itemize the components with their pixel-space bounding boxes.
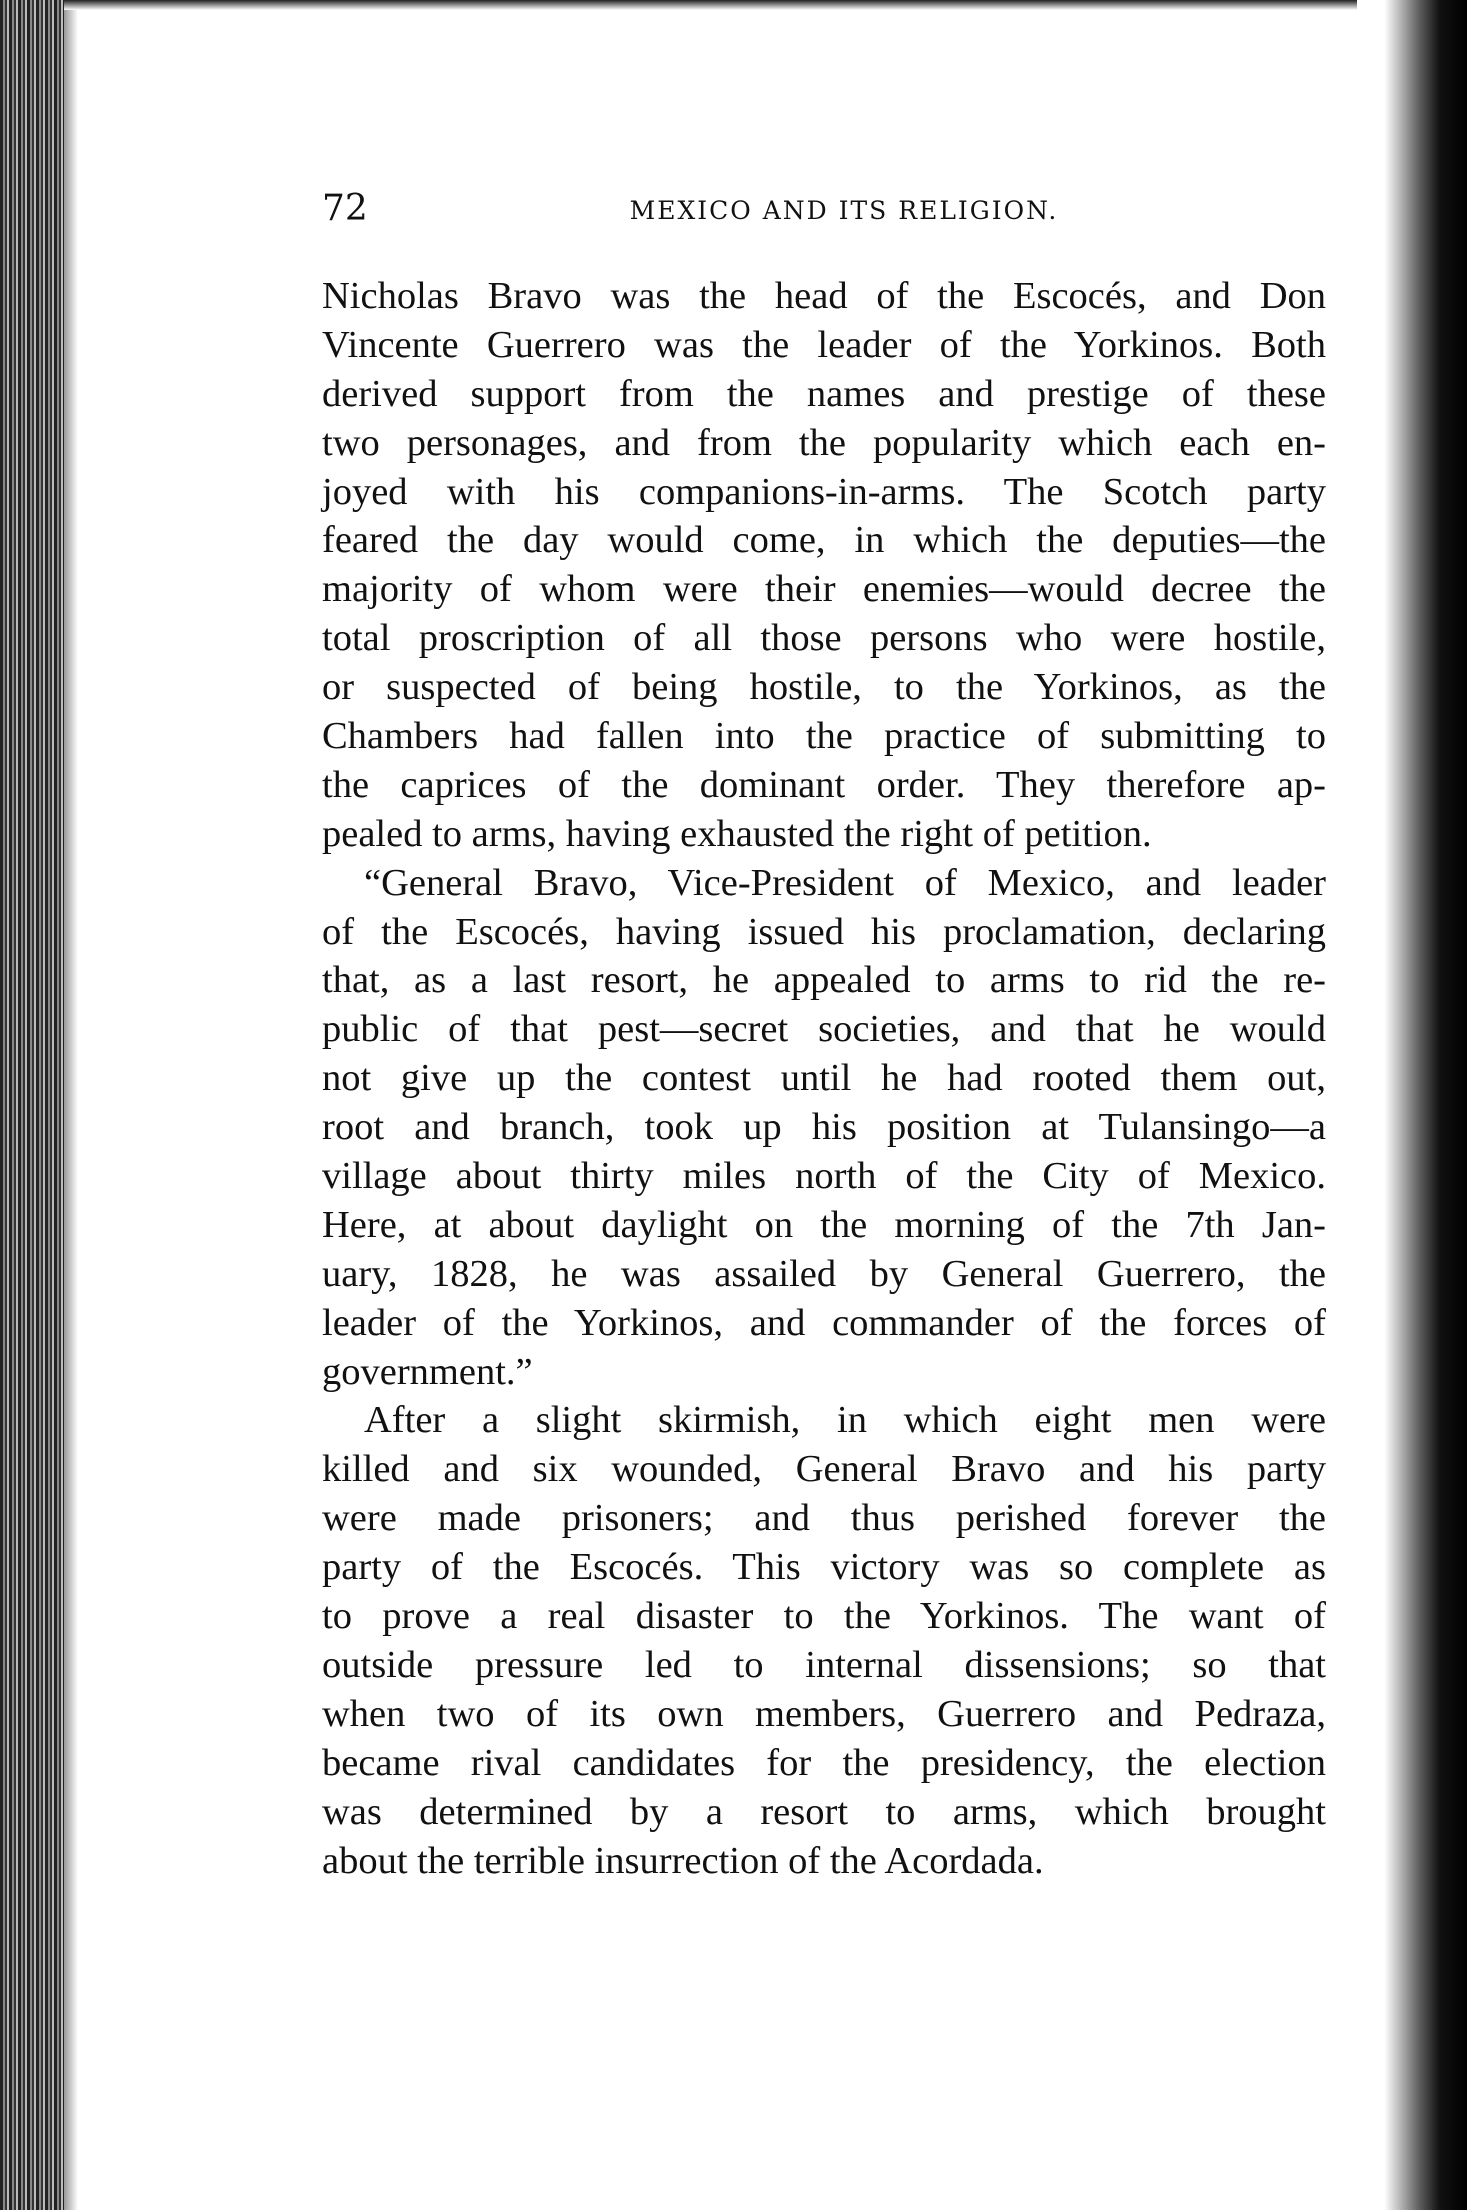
page-top-edge [64,0,1364,10]
page-header [322,188,1326,238]
text-line: leader of the Yorkinos, and commander of the forces of [322,1301,1326,1344]
text-line: the caprices of the dominant order. They therefore ap- [322,763,1326,806]
text-line: was determined by a resort to arms, which brought [322,1790,1326,1833]
text-line: became rival candidates for the presidency, the election [322,1741,1326,1784]
text-line: to prove a real disaster to the Yorkinos. The want of [322,1595,1326,1638]
text-line: Nicholas Bravo was the head of the Escocés, and Don [322,275,1326,317]
text-line: total proscription of all those persons who were hostile, [322,617,1326,660]
running-title: MEXICO AND ITS RELIGION. [629,196,1059,225]
text-line: killed and six wounded, General Bravo and his party [322,1448,1326,1491]
paragraph [322,859,1326,1397]
text-line: Chambers had fallen into the practice of submitting to [322,715,1326,758]
text-line: uary, 1828, he was assailed by General Guerrero, the [322,1252,1326,1295]
text-line: that, as a last resort, he appealed to arms to rid the re- [322,959,1326,1002]
text-line: outside pressure led to internal dissensions; so that [322,1643,1326,1686]
text-line: feared the day would come, in which the deputies—the [322,519,1326,562]
page-right-edge-shadow [1357,0,1467,2210]
body-text [322,272,1326,1885]
text-line: two personages, and from the popularity which each en- [322,421,1326,464]
text-line: Here, at about daylight on the morning of the 7th Jan- [322,1203,1326,1246]
text-line: After a slight skirmish, in which eight men were [364,1399,1326,1442]
text-line: of the Escocés, having issued his proclamation, declaring [322,910,1326,953]
text-line: derived support from the names and prestige of these [322,372,1326,415]
text-line: root and branch, took up his position at Tulansingo—a [322,1106,1326,1149]
binding-shadow [64,0,78,2210]
text-line: “General Bravo, Vice-President of Mexico, and leader [364,861,1326,904]
text-line: public of that pest—secret societies, and that he would [322,1008,1326,1051]
text-line: village about thirty miles north of the City of Mexico. [322,1155,1326,1198]
text-line: pealed to arms, having exhausted the right of petition. [322,812,1152,855]
paragraph [322,272,1326,859]
text-line: or suspected of being hostile, to the Yorkinos, as the [322,666,1326,709]
text-line: government.” [322,1350,533,1393]
text-line: joyed with his companions-in-arms. The Scotch party [322,470,1326,513]
text-line: not give up the contest until he had rooted them out, [322,1057,1326,1100]
text-line: were made prisoners; and thus perished forever the [322,1497,1326,1540]
page-number: 72 [322,188,368,229]
text-line: Vincente Guerrero was the leader of the Yorkinos. Both [322,323,1326,366]
text-line: majority of whom were their enemies—would decree the [322,568,1326,611]
text-line: party of the Escocés. This victory was so complete as [322,1546,1326,1589]
book-binding [0,0,64,2210]
text-line: when two of its own members, Guerrero and Pedraza, [322,1692,1326,1735]
text-line: about the terrible insurrection of the Acordada. [322,1839,1044,1882]
paragraph [322,1396,1326,1885]
